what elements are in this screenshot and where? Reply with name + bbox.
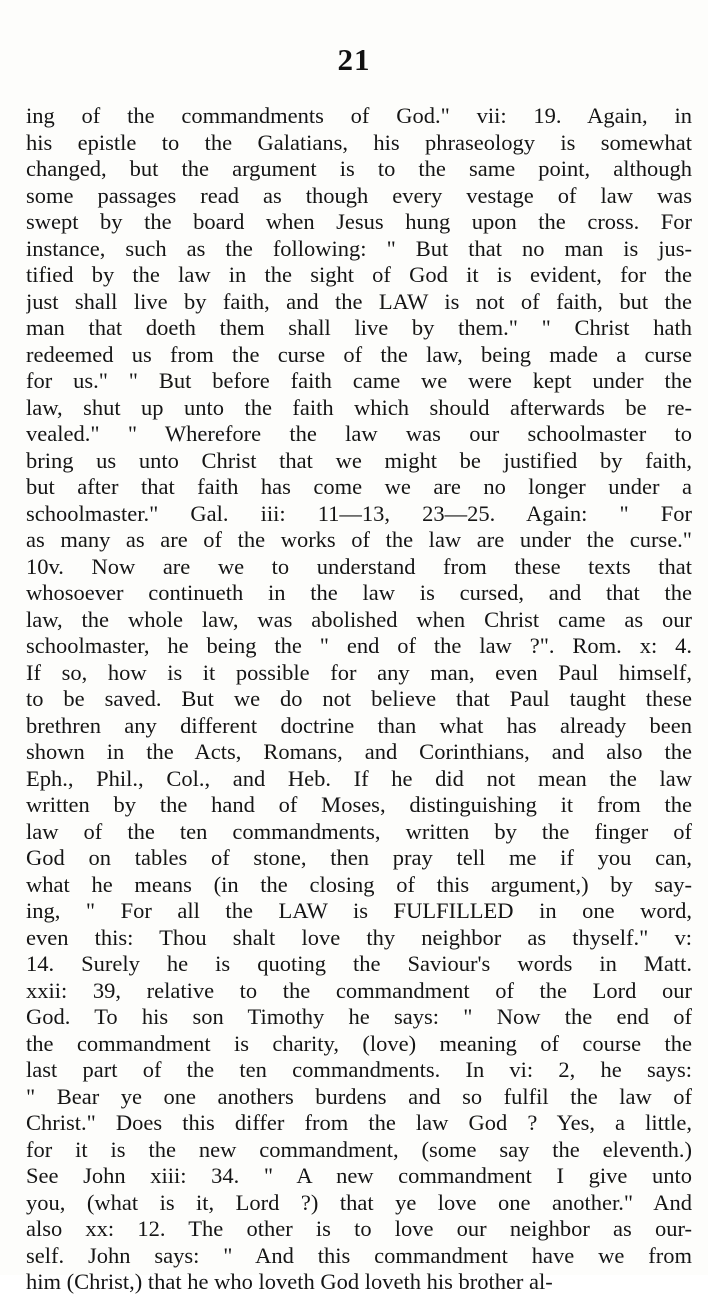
text-line: law, the whole law, was abolished when Christ came as our (26, 606, 692, 632)
text-line: redeemed us from the curse of the law, being made a curse (26, 341, 692, 367)
text-line: just shall live by faith, and the LAW is not of faith, but the (26, 288, 692, 314)
text-line: 10v. Now are we to understand from these texts that (26, 553, 692, 579)
text-line: law of the ten commandments, written by the finger of (26, 818, 692, 844)
text-line: also xx: 12. The other is to love our neighbor as our- (26, 1216, 692, 1241)
text-line: ing, " For all the LAW is FULFILLED in one word, (26, 898, 692, 923)
text-line: ing of the commandments of God." vii: 19. Again, in (26, 103, 692, 128)
text-line: what he means (in the closing of this argument,) by say- (26, 871, 692, 897)
text-line: the commandment is charity, (love) meaning of course the (26, 1030, 692, 1056)
text-line: last part of the ten commandments. In vi: 2, he says: (26, 1057, 692, 1082)
text-line: swept by the board when Jesus hung upon the cross. For (26, 209, 692, 234)
text-line: Christ." Does this differ from the law God ? Yes, a little, (26, 1110, 692, 1135)
text-line: bring us unto Christ that we might be justified by faith, (26, 447, 692, 473)
text-line: some passages read as though every vestage of law was (26, 182, 692, 208)
text-line: for us." " But before faith came we were kept under the (26, 368, 692, 393)
text-line: schoolmaster." Gal. iii: 11—13, 23—25. Again: " For (26, 500, 692, 526)
text-line: even this: Thou shalt love thy neighbor as thyself." v: (26, 924, 692, 950)
text-line: See John xiii: 34. " A new commandment I give unto (26, 1163, 692, 1188)
text-line: for it is the new commandment, (some say the eleventh.) (26, 1136, 692, 1162)
text-line: him (Christ,) that he who loveth God loveth his brother al- (26, 1269, 553, 1294)
text-line: God. To his son Timothy he says: " Now the end of (26, 1004, 692, 1029)
text-line: Eph., Phil., Col., and Heb. If he did not mean the law (26, 765, 692, 791)
text-line: law, shut up unto the faith which should afterwards be re- (26, 394, 692, 420)
text-line: schoolmaster, he being the " end of the law ?". Rom. x: 4. (26, 633, 692, 658)
text-line: changed, but the argument is to the same point, although (26, 156, 692, 181)
text-line: 14. Surely he is quoting the Saviour's words in Matt. (26, 951, 692, 976)
page-number: 21 (337, 42, 371, 77)
text-line: xxii: 39, relative to the commandment of the Lord our (26, 977, 692, 1003)
text-line: vealed." " Wherefore the law was our schoolmaster to (26, 421, 692, 446)
text-line: but after that faith has come we are no longer under a (26, 474, 692, 499)
text-line: shown in the Acts, Romans, and Corinthians, and also the (26, 739, 692, 764)
text-line: written by the hand of Moses, distinguishing it from the (26, 792, 692, 817)
text-line: you, (what is it, Lord ?) that ye love one another." And (26, 1189, 692, 1215)
text-line: brethren any different doctrine than what has already been (26, 712, 692, 738)
body-text (26, 103, 692, 1296)
text-line: instance, such as the following: " But that no man is jus- (26, 235, 692, 261)
text-line: If so, how is it possible for any man, even Paul himself, (26, 659, 692, 685)
text-line: God on tables of stone, then pray tell me if you can, (26, 845, 692, 870)
text-line: to be saved. But we do not believe that Paul taught these (26, 686, 692, 711)
text-line: his epistle to the Galatians, his phraseology is somewhat (26, 129, 692, 155)
text-line: man that doeth them shall live by them." " Christ hath (26, 315, 692, 340)
text-line: whosoever continueth in the law is cursed, and that the (26, 580, 692, 605)
text-line: tified by the law in the sight of God it is evident, for the (26, 262, 692, 287)
text-line: " Bear ye one anothers burdens and so fulfil the law of (26, 1083, 692, 1109)
text-line: self. John says: " And this commandment have we from (26, 1242, 692, 1268)
text-line: as many as are of the works of the law are under the curse." (26, 527, 692, 552)
